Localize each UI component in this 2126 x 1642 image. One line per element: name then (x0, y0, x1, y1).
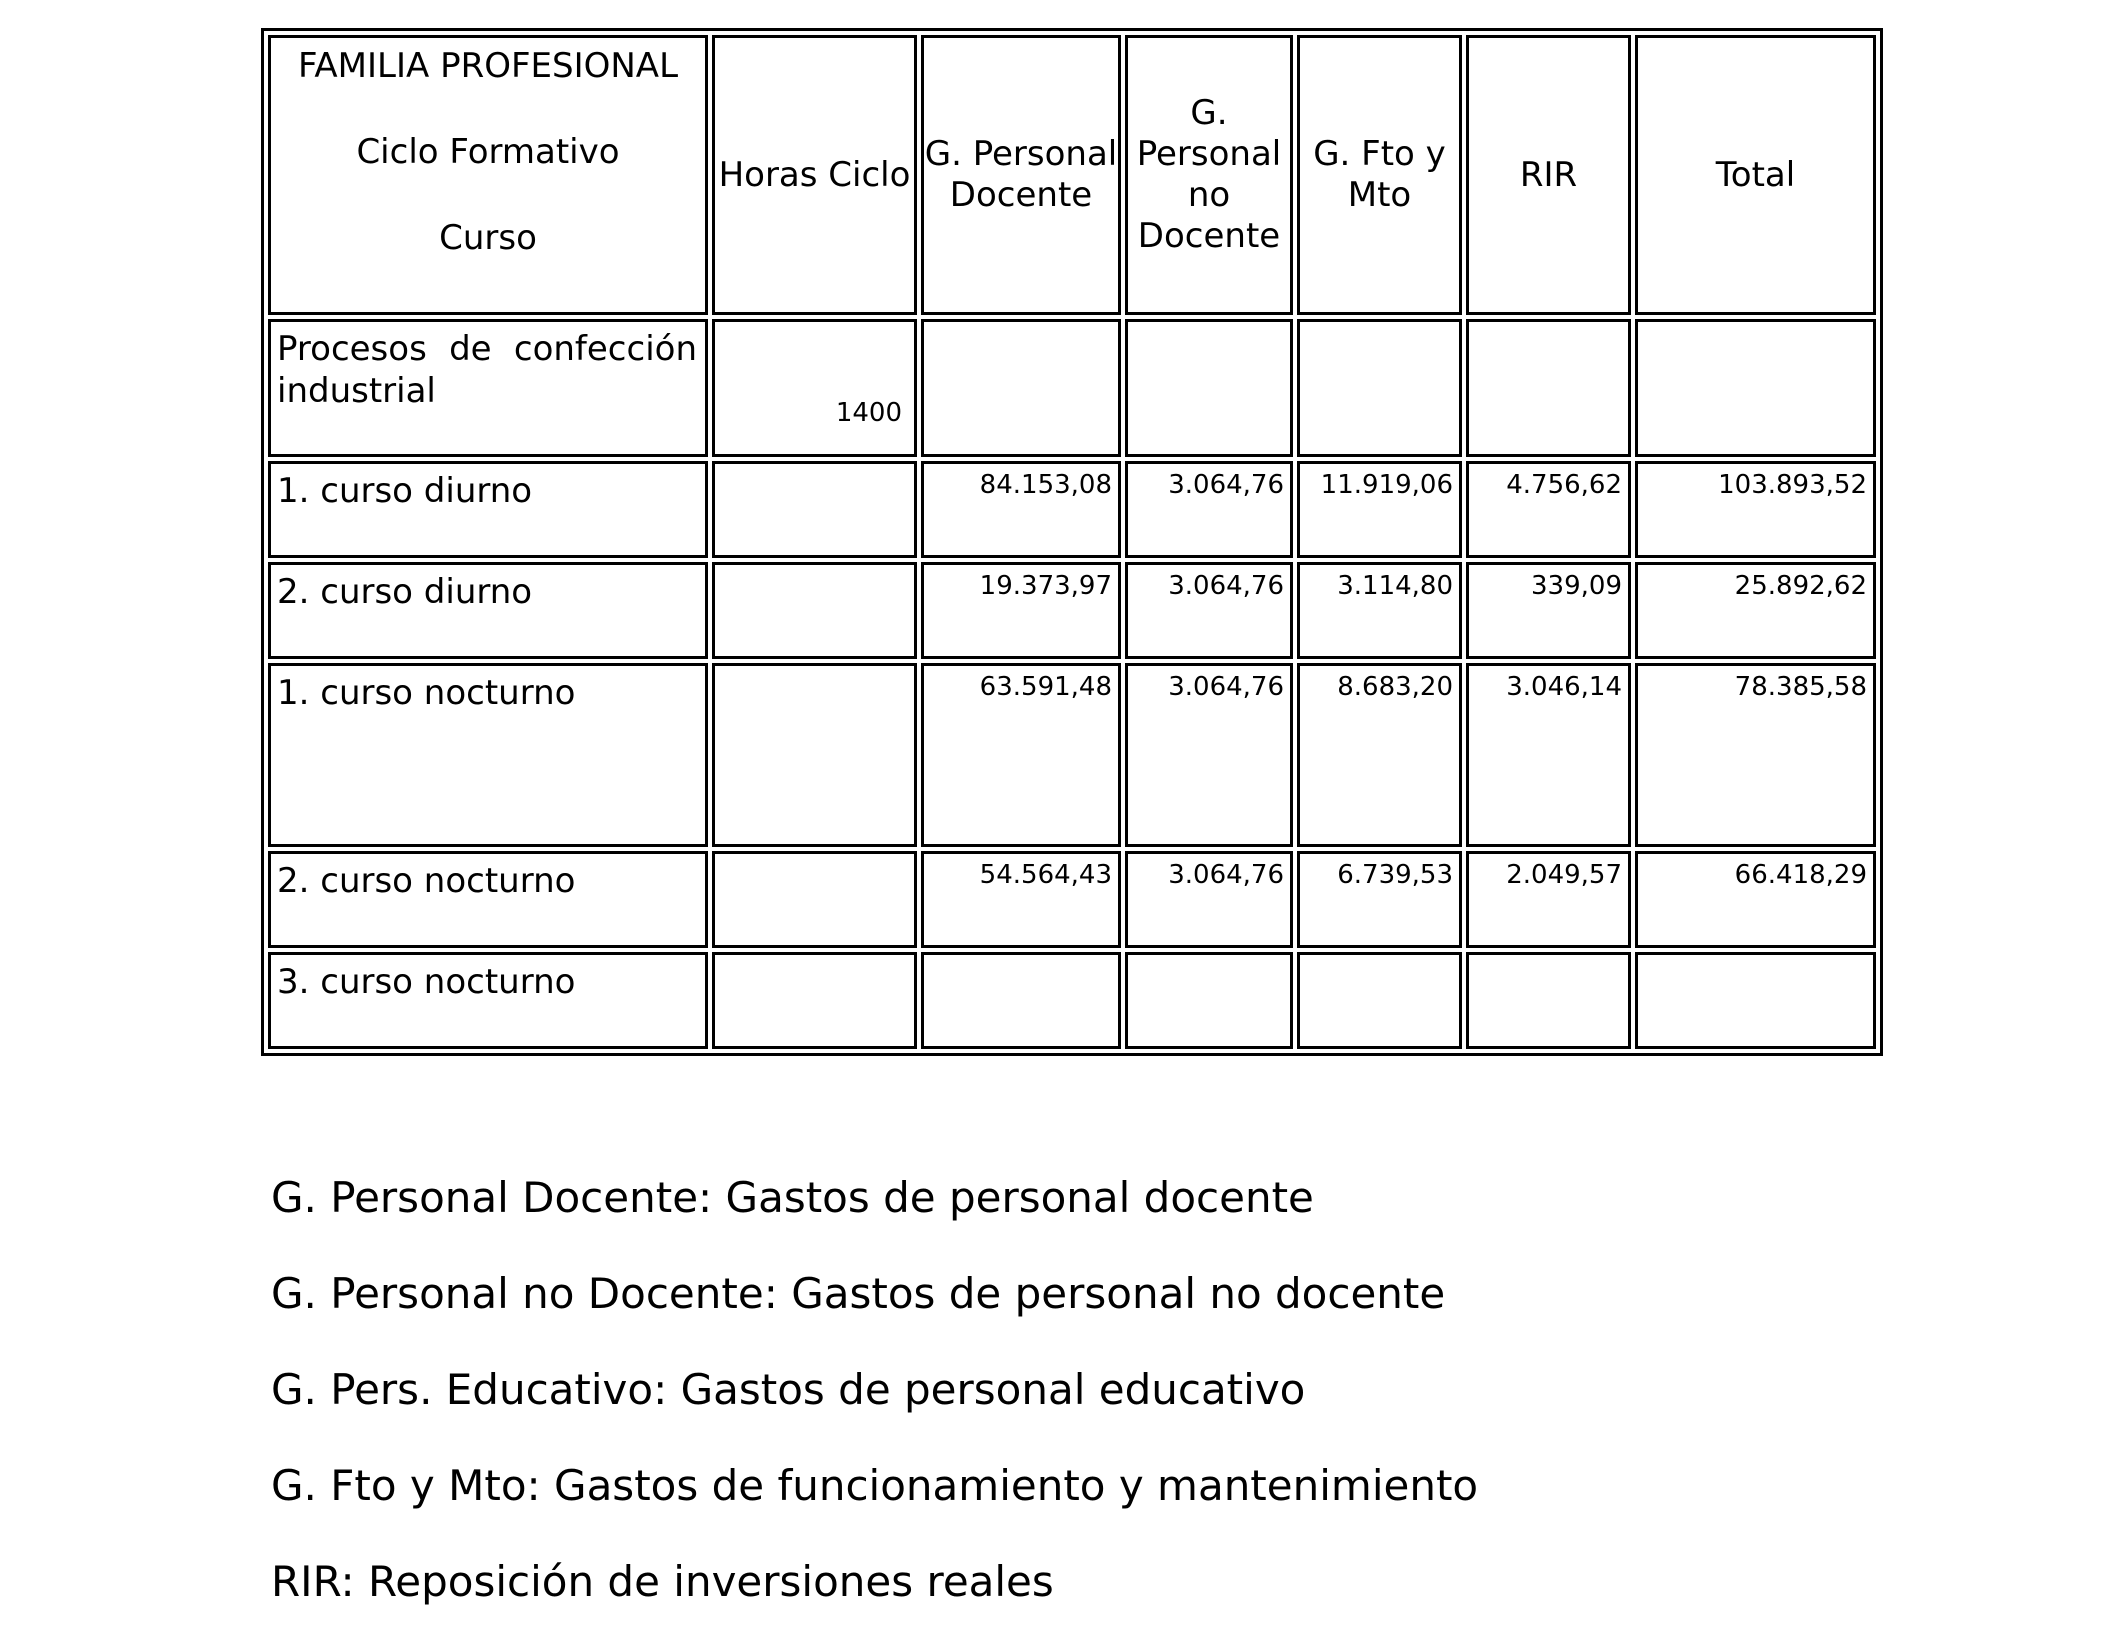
row-total (1635, 952, 1876, 1049)
row-label: 2. curso nocturno (268, 851, 708, 948)
budget-table-container (261, 28, 1881, 1056)
legend-item: G. Personal no Docente: Gastos de personal no docente (271, 1269, 1446, 1318)
row-rir: 4.756,62 (1466, 461, 1631, 558)
row-total: 66.418,29 (1635, 851, 1876, 948)
row-label: 3. curso nocturno (268, 952, 708, 1049)
row-personal-no-docente: 3.064,76 (1125, 562, 1293, 659)
row-rir: 339,09 (1466, 562, 1631, 659)
empty-cell (1297, 319, 1462, 457)
ciclo-row (268, 319, 1876, 457)
row-fto-mto: 11.919,06 (1297, 461, 1462, 558)
row-label: 2. curso diurno (268, 562, 708, 659)
header-total: Total (1635, 35, 1876, 315)
legend-item: G. Fto y Mto: Gastos de funcionamiento y mantenimiento (271, 1461, 1479, 1510)
row-personal-docente: 63.591,48 (921, 663, 1121, 847)
table-header-row (268, 35, 1876, 315)
row-horas (712, 851, 917, 948)
row-horas (712, 461, 917, 558)
header-curso: Curso (439, 218, 537, 258)
row-total: 103.893,52 (1635, 461, 1876, 558)
row-rir (1466, 952, 1631, 1049)
row-rir: 2.049,57 (1466, 851, 1631, 948)
table-row (268, 663, 1876, 847)
row-personal-docente: 84.153,08 (921, 461, 1121, 558)
ciclo-label: Procesos de confección industrial (268, 319, 708, 457)
header-fto-mto: G. Fto y Mto (1297, 35, 1462, 315)
header-personal-docente: G. Personal Docente (921, 35, 1121, 315)
row-total: 78.385,58 (1635, 663, 1876, 847)
header-familia-ciclo-curso (268, 35, 708, 315)
row-personal-no-docente: 3.064,76 (1125, 851, 1293, 948)
table-row (268, 851, 1876, 948)
row-fto-mto (1297, 952, 1462, 1049)
header-familia: FAMILIA PROFESIONAL (297, 46, 679, 86)
row-personal-docente: 54.564,43 (921, 851, 1121, 948)
row-label: 1. curso diurno (268, 461, 708, 558)
header-ciclo: Ciclo Formativo (356, 132, 620, 172)
empty-cell (921, 319, 1121, 457)
row-horas (712, 952, 917, 1049)
row-personal-no-docente: 3.064,76 (1125, 461, 1293, 558)
header-rir: RIR (1466, 35, 1631, 315)
header-horas: Horas Ciclo (712, 35, 917, 315)
header-personal-no-docente: G. Personal no Docente (1125, 35, 1293, 315)
table-row (268, 952, 1876, 1049)
row-personal-no-docente: 3.064,76 (1125, 663, 1293, 847)
row-personal-docente: 19.373,97 (921, 562, 1121, 659)
legend-item: G. Pers. Educativo: Gastos de personal educativo (271, 1365, 1306, 1414)
abbreviations-legend (271, 1150, 1478, 1630)
legend-item: G. Personal Docente: Gastos de personal docente (271, 1173, 1314, 1222)
table-row (268, 461, 1876, 558)
budget-table (261, 28, 1883, 1056)
row-personal-docente (921, 952, 1121, 1049)
row-label: 1. curso nocturno (268, 663, 708, 847)
table-row (268, 562, 1876, 659)
row-fto-mto: 3.114,80 (1297, 562, 1462, 659)
ciclo-horas: 1400 (712, 319, 917, 457)
row-personal-no-docente (1125, 952, 1293, 1049)
empty-cell (1635, 319, 1876, 457)
row-fto-mto: 8.683,20 (1297, 663, 1462, 847)
empty-cell (1466, 319, 1631, 457)
empty-cell (1125, 319, 1293, 457)
row-rir: 3.046,14 (1466, 663, 1631, 847)
row-horas (712, 562, 917, 659)
row-fto-mto: 6.739,53 (1297, 851, 1462, 948)
row-total: 25.892,62 (1635, 562, 1876, 659)
row-horas (712, 663, 917, 847)
legend-item: RIR: Reposición de inversiones reales (271, 1557, 1054, 1606)
